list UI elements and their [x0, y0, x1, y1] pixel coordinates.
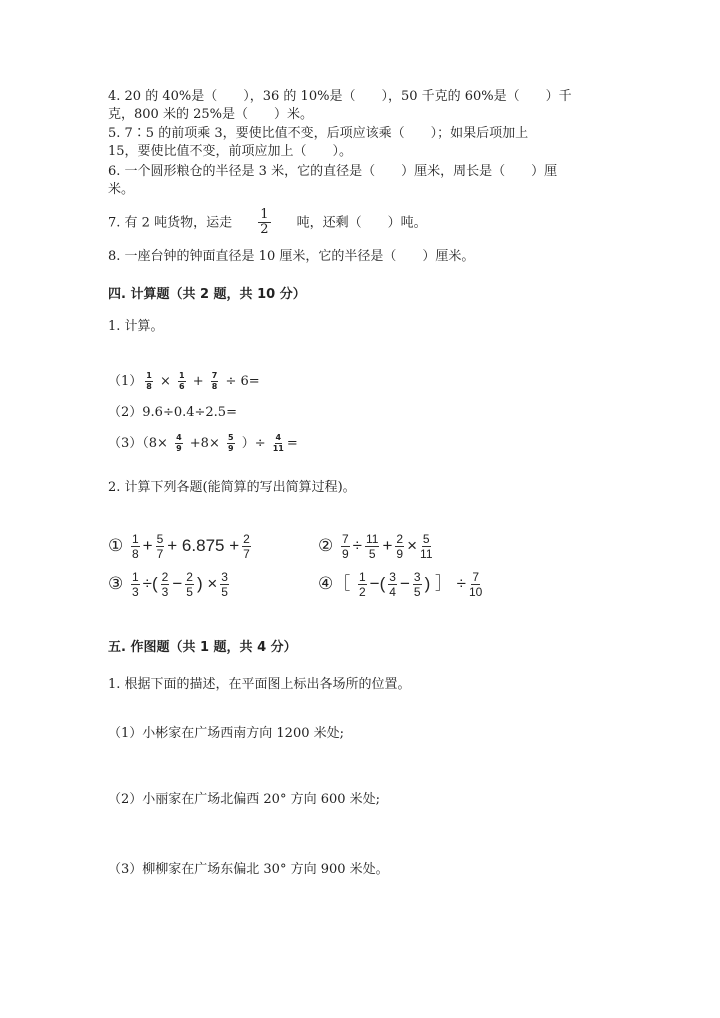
- fraction: [388, 571, 397, 598]
- q6-line1: 6. 一个圆形粮仓的半径是 3 米，它的直径是（ ）厘米，周长是（ ）厘: [108, 164, 558, 179]
- simplify-item-3: [108, 571, 232, 598]
- fraction: [220, 571, 229, 598]
- fraction: [175, 434, 183, 453]
- denominator: 9: [227, 444, 234, 453]
- q7: [108, 208, 427, 238]
- simplify-item-2: [318, 533, 436, 560]
- fraction: [178, 372, 186, 391]
- fraction: [358, 571, 367, 598]
- expr-text: ④［: [318, 573, 355, 593]
- numerator: 2: [396, 532, 404, 546]
- denominator: 7: [243, 547, 250, 561]
- expr-text: ÷: [352, 535, 362, 555]
- numerator: 1: [358, 570, 366, 584]
- fraction: [365, 533, 379, 560]
- q7-numerator: 1: [260, 207, 269, 222]
- q7-fraction: [258, 208, 270, 238]
- q7-before: 7. 有 2 吨货物，运走: [108, 215, 233, 231]
- numerator: 1: [131, 570, 139, 584]
- denominator: 3: [131, 585, 139, 599]
- expr-text: ）÷: [237, 436, 270, 451]
- fraction: [145, 372, 153, 391]
- drawing-item-2: （2）小丽家在广场北偏西 20° 方向 600 米处;: [108, 792, 381, 807]
- q8: 8. 一座台钟的钟面直径是 10 厘米，它的半径是（ ）厘米。: [108, 249, 475, 264]
- denominator: 7: [156, 547, 164, 561]
- q5-line1: 5. 7∶5 的前项乘 3，要使比值不变，后项应该乘（ ）；如果后项加上: [108, 126, 529, 141]
- drawing-item-3: （3）柳柳家在广场东偏北 30° 方向 900 米处。: [108, 862, 389, 877]
- numerator: 3: [221, 570, 228, 584]
- numerator: 5: [422, 532, 430, 546]
- denominator: 5: [221, 585, 228, 599]
- expr-text: （2）9.6÷0.4÷2.5=: [108, 405, 237, 420]
- denominator: 4: [389, 585, 396, 599]
- numerator: 2: [186, 570, 193, 584]
- numerator: 2: [243, 532, 250, 546]
- denominator: 10: [469, 585, 483, 599]
- q4-line1: 4. 20 的 40%是（ ），36 的 10%是（ ），50 千克的 60%是（ ）千: [108, 89, 572, 104]
- expr-text: + 6.875 +: [167, 535, 240, 555]
- expr-text: ÷(: [142, 573, 158, 593]
- denominator: 9: [396, 547, 404, 561]
- expr-text: −: [399, 573, 410, 593]
- fraction: [273, 434, 284, 453]
- expr-text: =: [286, 436, 298, 451]
- fraction: [156, 533, 165, 560]
- numerator: 5: [156, 532, 164, 546]
- q6-line2: 米。: [108, 182, 135, 197]
- fraction: [395, 533, 404, 560]
- denominator: 9: [341, 547, 349, 561]
- expr-text: ÷ 6=: [221, 374, 260, 389]
- expr-text: ×: [155, 374, 176, 389]
- section4-q1: 1. 计算。: [108, 319, 164, 334]
- denominator: 6: [179, 382, 185, 391]
- denominator: 5: [413, 585, 421, 599]
- numerator: 4: [275, 433, 282, 442]
- section5-title: 五. 作图题（共 1 题，共 4 分）: [108, 640, 297, 655]
- calc-item-1: [108, 372, 260, 391]
- expr-text: +8×: [185, 436, 224, 451]
- numerator: 2: [161, 570, 169, 584]
- calc-item-3: [108, 434, 298, 453]
- numerator: 11: [366, 532, 379, 546]
- fraction: [161, 571, 170, 598]
- expr-text: +: [188, 374, 208, 389]
- fraction: [211, 372, 219, 391]
- denominator: 5: [368, 547, 376, 561]
- numerator: 4: [176, 433, 182, 442]
- expr-text: ③: [108, 573, 128, 593]
- fraction: [341, 533, 350, 560]
- drawing-item-1: （1）小彬家在广场西南方向 1200 米处;: [108, 726, 344, 741]
- expr-text: ①: [108, 535, 128, 555]
- numerator: 5: [227, 433, 234, 442]
- numerator: 7: [472, 570, 480, 584]
- numerator: 3: [413, 570, 421, 584]
- expr-text: ②: [318, 535, 338, 555]
- numerator: 1: [146, 371, 152, 380]
- expr-text: −(: [369, 573, 386, 593]
- expr-text: （1）: [108, 374, 143, 389]
- q4-line2: 克，800 米的 25%是（ ）米。: [108, 107, 313, 122]
- denominator: 9: [176, 444, 182, 453]
- denominator: 8: [146, 382, 152, 391]
- expr-text: ×: [407, 535, 418, 555]
- fraction: [131, 533, 140, 560]
- section5-q1: 1. 根据下面的描述，在平面图上标出各场所的位置。: [108, 677, 411, 692]
- expr-text: ) ］ ÷: [424, 573, 466, 593]
- expr-text: +: [142, 535, 153, 555]
- denominator: 8: [211, 382, 218, 391]
- expr-text: +: [382, 535, 393, 555]
- fraction: [242, 533, 251, 560]
- numerator: 1: [179, 371, 185, 380]
- denominator: 3: [161, 585, 169, 599]
- calc-item-2: [108, 404, 237, 422]
- numerator: 7: [341, 532, 349, 546]
- q7-after: 吨，还剩（ ）吨。: [296, 215, 427, 231]
- fraction: [413, 571, 422, 598]
- simplify-item-4: [318, 571, 485, 598]
- fraction: [227, 434, 235, 453]
- section4-title: 四. 计算题（共 2 题，共 10 分）: [108, 287, 306, 302]
- fraction: [420, 533, 432, 560]
- fraction: [469, 571, 482, 598]
- numerator: 7: [211, 371, 218, 380]
- section4-q2: 2. 计算下列各题(能简算的写出简算过程)。: [108, 480, 356, 495]
- numerator: 1: [131, 532, 139, 546]
- simplify-item-1: [108, 533, 254, 560]
- expr-text: （3）（8×: [108, 436, 173, 451]
- numerator: 3: [389, 570, 396, 584]
- denominator: 8: [131, 547, 139, 561]
- denominator: 11: [420, 547, 433, 561]
- denominator: 5: [186, 585, 193, 599]
- expr-text: ) ×: [196, 573, 218, 593]
- denominator: 2: [358, 585, 366, 599]
- q7-denominator: 2: [260, 222, 269, 238]
- fraction: [131, 571, 140, 598]
- q5-line2: 15，要使比值不变，前项应加上（ ）。: [108, 144, 353, 159]
- fraction: [185, 571, 194, 598]
- expr-text: −: [172, 573, 183, 593]
- denominator: 11: [272, 444, 284, 453]
